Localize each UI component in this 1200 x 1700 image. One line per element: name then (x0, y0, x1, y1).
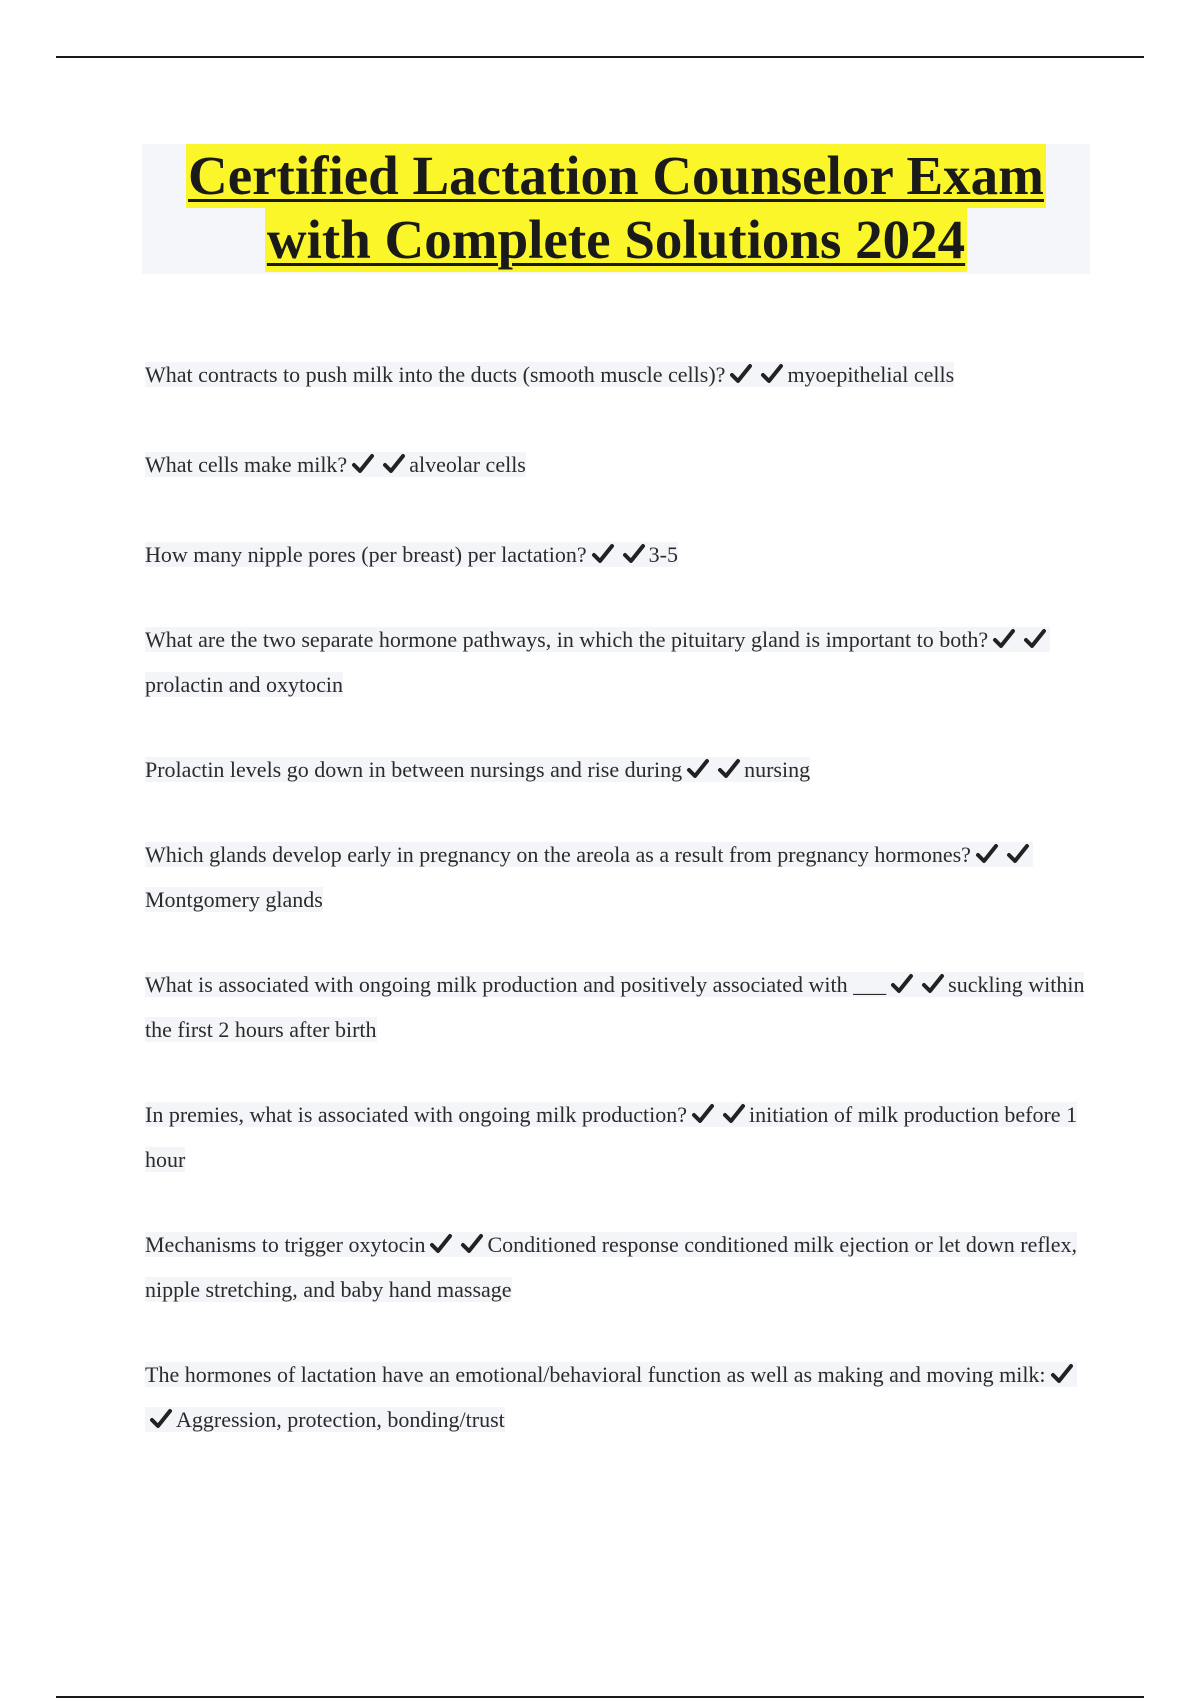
qa-item (145, 832, 1090, 922)
check-icon (382, 453, 406, 475)
document-title (142, 144, 1090, 274)
question-text: In premies, what is associated with ongoing milk production? (145, 1102, 687, 1127)
qa-item (145, 617, 1090, 707)
check-icon (591, 543, 615, 565)
answer-text: prolactin and oxytocin (145, 672, 343, 697)
qa-item (145, 1352, 1090, 1442)
qa-item (145, 1222, 1090, 1312)
qa-item (145, 442, 1090, 487)
question-text: What is associated with ongoing milk production and positively associated with ___ (145, 972, 887, 997)
check-icon (351, 453, 375, 475)
qa-item (145, 1092, 1090, 1182)
qa-item (145, 962, 1090, 1052)
check-icon (717, 758, 741, 780)
check-icon (760, 363, 784, 385)
qa-item (145, 747, 1090, 792)
question-text: What cells make milk? (145, 452, 348, 477)
title-line-2: with Complete Solutions 2024 (266, 209, 966, 270)
bottom-rule (56, 1696, 1144, 1698)
question-text: Prolactin levels go down in between nursings and rise during (145, 757, 683, 782)
question-text: Which glands develop early in pregnancy on the areola as a result from pregnancy hormones? (145, 842, 971, 867)
check-icon (1023, 628, 1047, 650)
check-icon (1006, 843, 1030, 865)
check-icon (622, 543, 646, 565)
check-icon (429, 1233, 453, 1255)
qa-list (145, 352, 1090, 1442)
title-line-1: Certified Lactation Counselor Exam (188, 145, 1044, 206)
qa-item (145, 352, 1090, 397)
check-icon (992, 628, 1016, 650)
answer-text: Conditioned response conditioned milk ejection or let down reflex, nipple stretching, and baby hand massage (145, 1232, 1078, 1302)
question-text: What contracts to push milk into the ducts (smooth muscle cells)? (145, 362, 726, 387)
check-icon (691, 1103, 715, 1125)
question-text: How many nipple pores (per breast) per lactation? (145, 542, 587, 567)
check-icon (1050, 1363, 1074, 1385)
check-icon (975, 843, 999, 865)
check-icon (729, 363, 753, 385)
check-icon (921, 973, 945, 995)
top-rule (56, 56, 1144, 58)
check-icon (686, 758, 710, 780)
answer-text: nursing (744, 757, 811, 782)
answer-text: suckling within the first 2 hours after birth (145, 972, 1085, 1042)
answer-text: Aggression, protection, bonding/trust (176, 1407, 505, 1432)
qa-item (145, 532, 1090, 577)
question-text: Mechanisms to trigger oxytocin (145, 1232, 426, 1257)
check-icon (890, 973, 914, 995)
check-icon (149, 1408, 173, 1430)
answer-text: alveolar cells (409, 452, 526, 477)
question-text: What are the two separate hormone pathways, in which the pituitary gland is important to both? (145, 627, 989, 652)
answer-text: Montgomery glands (145, 887, 323, 912)
answer-text: initiation of milk production before 1 hour (145, 1102, 1078, 1172)
answer-text: myoepithelial cells (787, 362, 955, 387)
question-text: The hormones of lactation have an emotional/behavioral function as well as making and moving milk: (145, 1362, 1046, 1387)
check-icon (722, 1103, 746, 1125)
check-icon (460, 1233, 484, 1255)
answer-text: 3-5 (648, 542, 678, 567)
